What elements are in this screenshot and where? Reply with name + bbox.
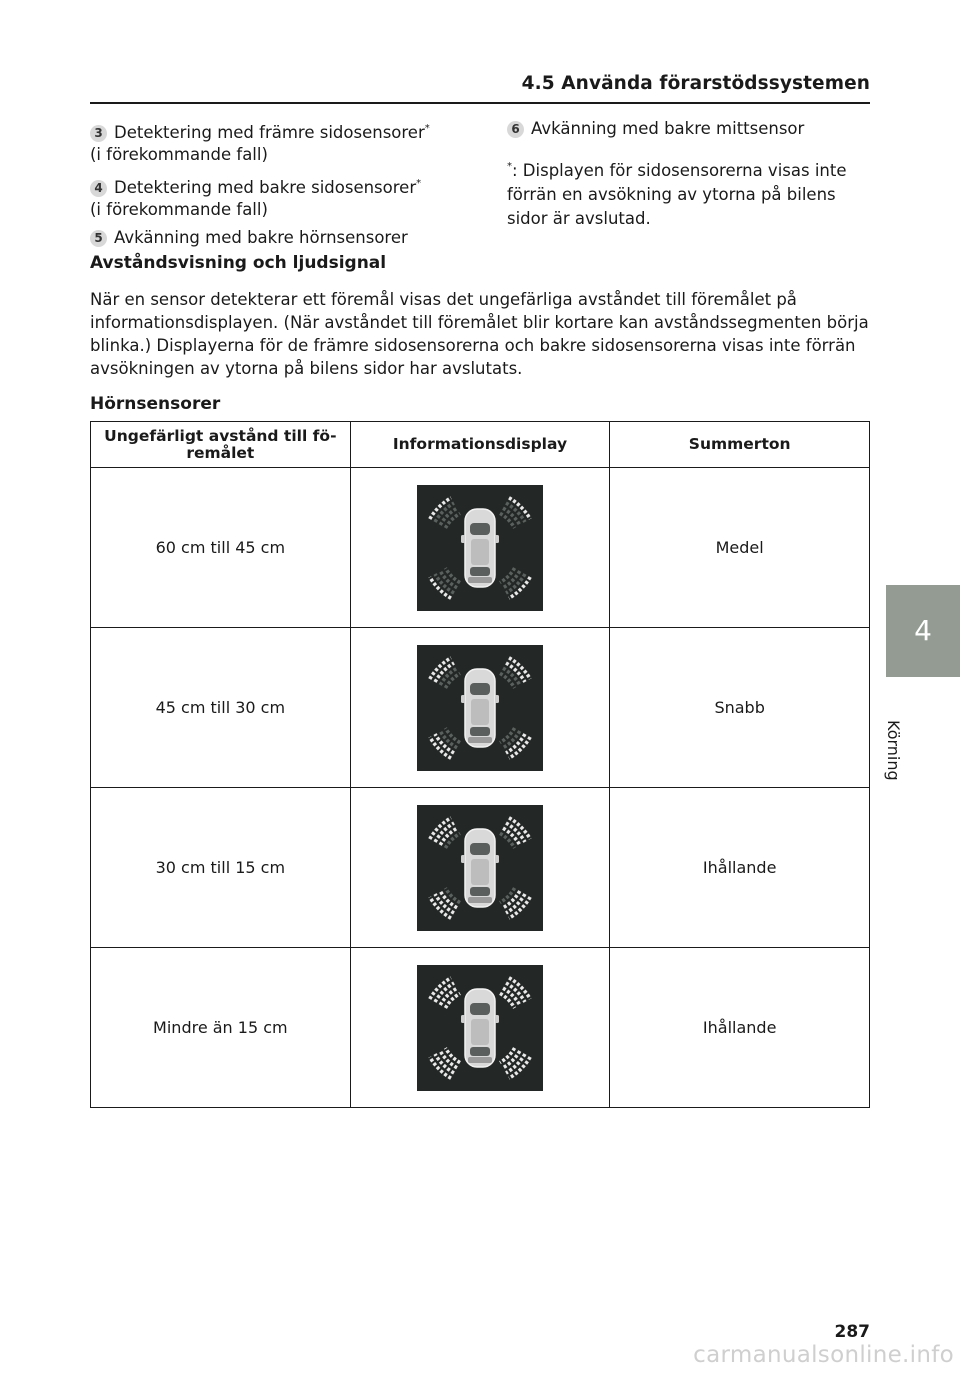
sensor-table [90,421,870,1108]
table-header-row [91,422,870,468]
item-text: Avkänning med bakre mittsensor [531,119,805,138]
item-5 [90,227,470,249]
col-header-tone: Summerton [610,422,870,468]
tone-cell: Ihållande [610,948,870,1108]
header-rule [90,102,870,104]
distance-cell: 45 cm till 30 cm [91,628,351,788]
item-text: Avkänning med bakre hörnsensorer [114,228,408,247]
page-number: 287 [834,1322,870,1342]
table-row [91,628,870,788]
item-text: Detektering med bakre sidosensorer [114,178,417,197]
footnote-text: : Displayen för sidosensorerna visas inte förrän en avsökning av ytorna på bilens sidor är avslutad. [507,161,847,228]
col-header-display: Informationsdisplay [350,422,610,468]
number-badge: 6 [507,121,524,138]
car-top-view-icon [461,829,499,907]
watermark: carmanualsonline.info [693,1342,954,1368]
item-3 [90,118,470,166]
footnote-marker: * [507,161,512,172]
number-badge: 4 [90,180,107,197]
page-header-title: 4.5 Använda förarstödssystemen [521,73,870,94]
distance-cell: Mindre än 15 cm [91,948,351,1108]
footnote-marker: * [424,123,430,134]
parking-sensor-display-icon [417,645,543,771]
number-badge: 3 [90,125,107,142]
footnote [507,155,870,231]
distance-cell: 60 cm till 45 cm [91,468,351,628]
display-cell [350,468,610,628]
item-text: Detektering med främre sidosensorer [114,123,425,142]
item-subtext: (i förekommande fall) [90,200,268,219]
distance-cell: 30 cm till 15 cm [91,788,351,948]
item-subtext: (i förekommande fall) [90,145,268,164]
tone-cell: Medel [610,468,870,628]
car-top-view-icon [461,509,499,587]
chapter-label: Körning [884,720,903,781]
tone-cell: Ihållande [610,788,870,948]
display-cell [350,788,610,948]
display-cell [350,948,610,1108]
parking-sensor-display-icon [417,805,543,931]
table-row [91,948,870,1108]
number-badge: 5 [90,230,107,247]
parking-sensor-display-icon [417,485,543,611]
section-paragraph: När en sensor detekterar ett föremål visas det ungefärliga avståndet till föremålet på informationsdisplayen. (När avståndet till föremålet blir kortare kan avståndssegmenten börja blinka.) Displayerna för de främre sidosensorerna och bakre sidosensorerna visas inte förrän avsökningen av ytorna på bilens sidor har avslutats. [90,290,869,378]
col-header-distance: Ungefärligt avstånd till fö-remålet [91,422,351,468]
item-6 [507,118,870,140]
item-4 [90,173,470,221]
section-heading: Avståndsvisning och ljudsignal [90,253,387,273]
footnote-marker: * [416,178,422,189]
chapter-tab: 4 [886,585,960,677]
car-top-view-icon [461,989,499,1067]
car-top-view-icon [461,669,499,747]
display-cell [350,628,610,788]
tone-cell: Snabb [610,628,870,788]
table-row [91,468,870,628]
parking-sensor-display-icon [417,965,543,1091]
subheading-corner-sensors: Hörnsensorer [90,394,221,414]
table-row [91,788,870,948]
